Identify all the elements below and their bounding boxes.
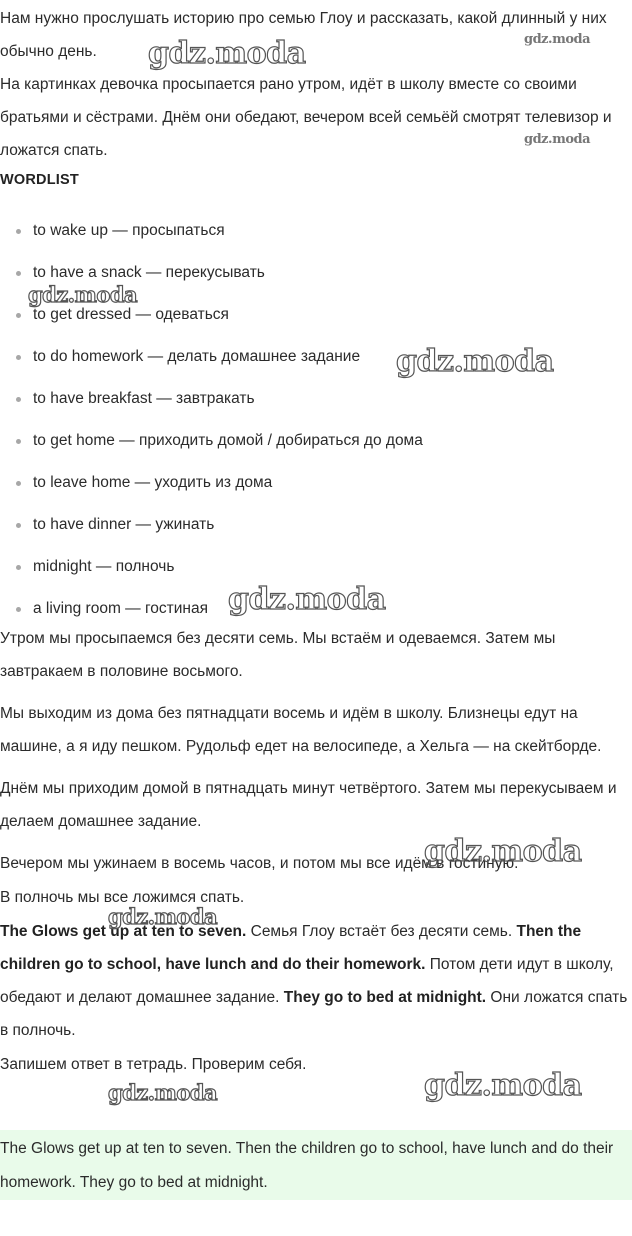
story [0,622,632,1090]
wordlist-item: to wake up — просыпаться [0,214,620,256]
wordlist-item: midnight — полночь [0,550,620,592]
wordlist-item: to leave home — уходить из дома [0,466,620,508]
answer-note: Запишем ответ в тетрадь. Проверим себя. [0,1056,307,1073]
watermark: gdz.moda [396,344,554,379]
wordlist-item: to get dressed — одеваться [0,298,620,340]
intro [0,2,630,167]
wordlist-item: a living room — гостиная [0,592,620,634]
summary-bold-2: Then the children go to school, have lunch and do their homework. [0,923,582,973]
intro-paragraph-1: Нам нужно прослушать историю про семью Глоу и рассказать, какой длинный у них обычно день. [0,10,607,60]
watermark: gdz.moda [424,1068,582,1103]
wordlist-item: to have breakfast — завтракать [0,382,620,424]
summary-text-1: Семья Глоу встаёт без десяти семь. [246,923,517,940]
intro-paragraph-2: На картинках девочка просыпается рано утром, идёт в школу вместе со своими братьями и сёстрами. Днём они обедают, вечером всей семьёй смотрят телевизор и ложатся спать. [0,76,612,159]
wordlist-item: to have dinner — ужинать [0,508,620,550]
watermark: gdz.moda [524,32,591,47]
summary-bold-1: The Glows get up at ten to seven. [0,923,247,940]
watermark: gdz.moda [108,1080,218,1105]
summary-text-3: Они ложатся спать в полночь. [0,989,628,1039]
wordlist-item: to do homework — делать домашнее задание [0,340,620,382]
wordlist-item: to get home — приходить домой / добираться до дома [0,424,620,466]
answer-box [0,1130,632,1200]
story-paragraph-2: Мы выходим из дома без пятнадцати восемь и идём в школу. Близнецы едут на машине, а я иду пешком. Рудольф едет на велосипеде, а Хельга — на скейтборде. [0,705,602,755]
wordlist [0,214,620,634]
watermark: gdz.moda [28,282,138,307]
watermark: gdz.moda [228,582,386,617]
watermark: gdz.moda [424,834,582,869]
watermark: gdz.moda [108,904,218,929]
summary-bold-3: They go to bed at midnight. [283,989,487,1006]
summary-text-2: Потом дети идут в школу, обедают и делают домашнее задание. [0,956,614,1006]
story-paragraph-5: В полночь мы все ложимся спать. [0,889,245,906]
watermark: gdz.moda [524,132,591,147]
wordlist-heading: WORDLIST [0,172,79,188]
wordlist-item: to have a snack — перекусывать [0,256,620,298]
watermark: gdz.moda [148,36,306,71]
story-paragraph-1: Утром мы просыпаемся без десяти семь. Мы встаём и одеваемся. Затем мы завтракаем в половине восьмого. [0,630,556,680]
answer-text: The Glows get up at ten to seven. Then the children go to school, have lunch and do their homework. They go to bed at midnight. [0,1140,614,1191]
story-paragraph-3: Днём мы приходим домой в пятнадцать минут четвёртого. Затем мы перекусываем и делаем домашнее задание. [0,780,617,830]
summary-paragraph [0,915,632,1047]
story-paragraph-4: Вечером мы ужинаем в восемь часов, и потом мы все идём в гостиную. [0,855,519,872]
